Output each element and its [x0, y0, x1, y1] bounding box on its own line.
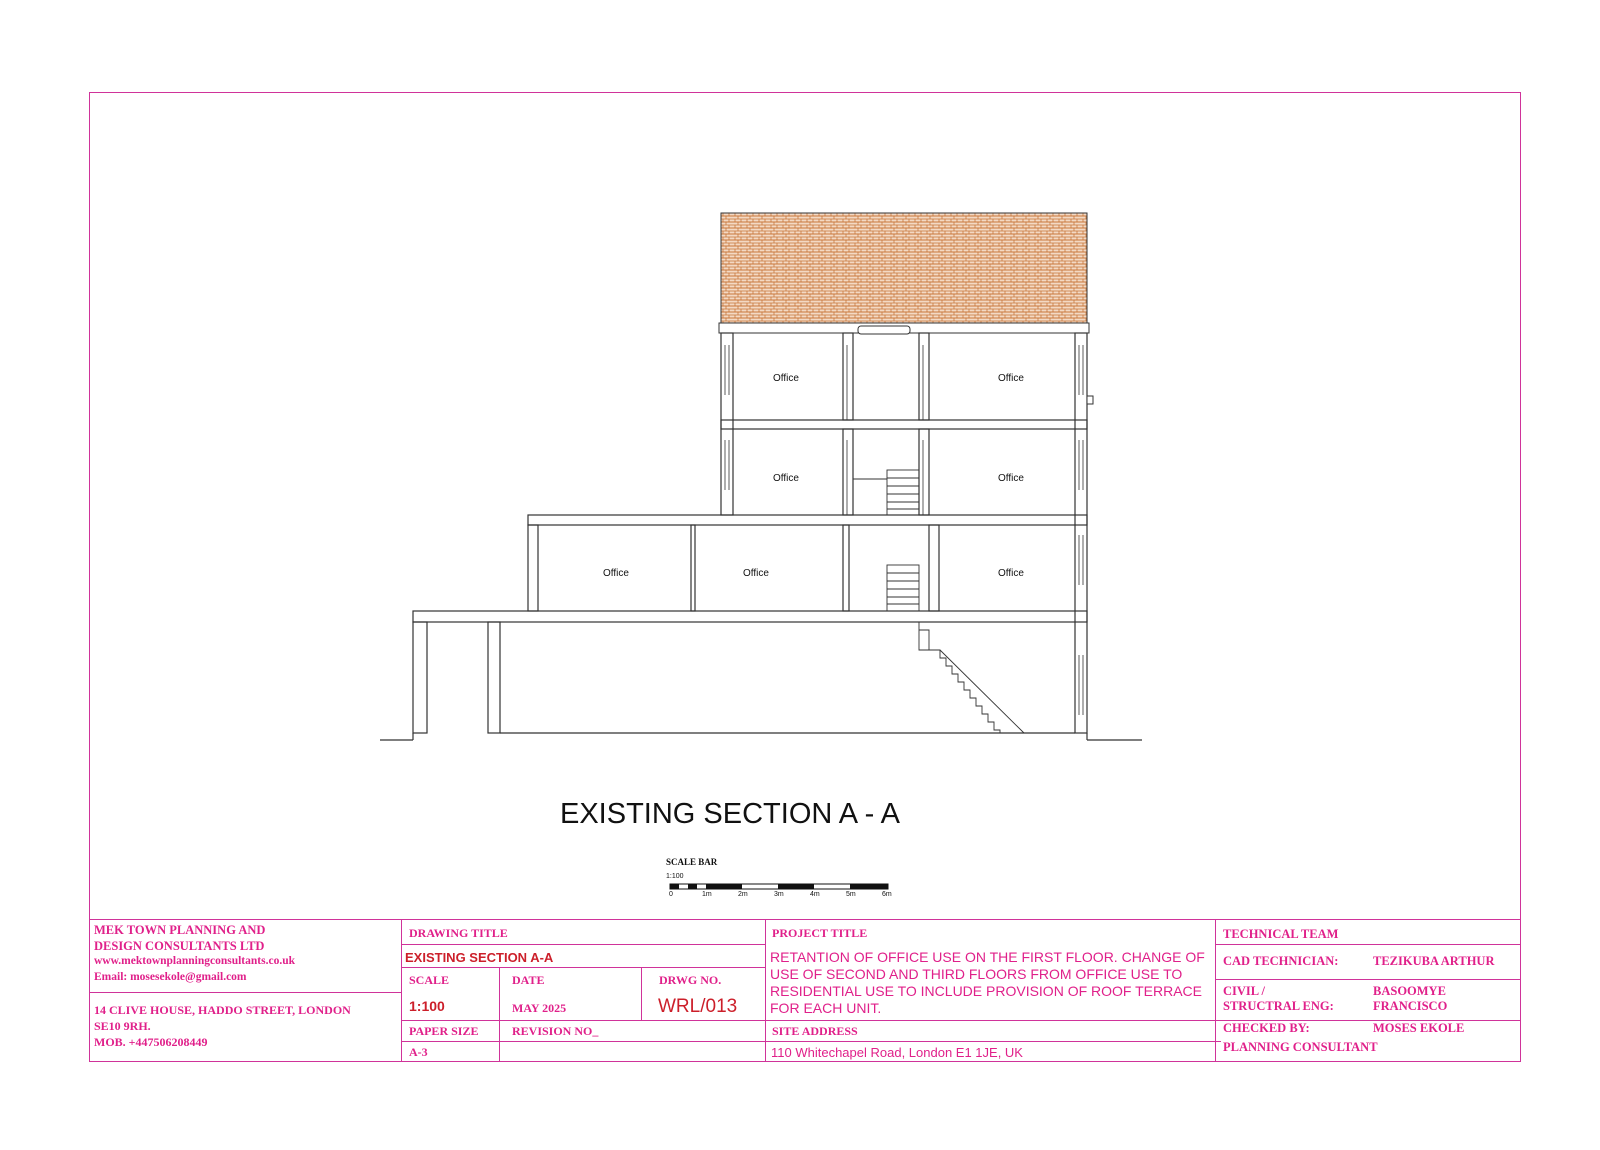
partition — [919, 429, 929, 515]
project-title-label: PROJECT TITLE — [772, 926, 868, 940]
site-address-label: SITE ADDRESS — [772, 1024, 858, 1038]
third-floor-slab — [721, 420, 1087, 429]
stair-middle — [887, 565, 919, 611]
partition — [843, 525, 849, 611]
company-mobile: MOB. +447506208449 — [94, 1035, 208, 1049]
date-label: DATE — [512, 973, 545, 987]
revision-label: REVISION NO_ — [512, 1024, 599, 1038]
company-name-line2: DESIGN CONSULTANTS LTD — [94, 939, 265, 953]
second-floor-slab — [528, 515, 1087, 525]
room-label-office: Office — [998, 473, 1024, 484]
company-name-line1: MEK TOWN PLANNING AND — [94, 923, 266, 937]
drawing-title-value: EXISTING SECTION A-A — [405, 950, 554, 965]
scale-tick: 2m — [738, 891, 748, 898]
civil-eng-label-line1: CIVIL / — [1223, 984, 1266, 998]
wing-wall-left — [528, 525, 538, 611]
scale-bar-ratio: 1:100 — [666, 873, 684, 880]
date-value: MAY 2025 — [512, 1001, 567, 1015]
cad-technician-label: CAD TECHNICIAN: — [1223, 954, 1339, 968]
company-website[interactable]: www.mektownplanningconsultants.co.uk — [94, 955, 295, 967]
wall-bracket — [1087, 396, 1093, 404]
partition — [919, 333, 929, 420]
cad-technician-value: TEZIKUBA ARTHUR — [1373, 954, 1495, 968]
stair-upper — [853, 470, 919, 515]
scale-tick: 5m — [846, 891, 856, 898]
drawing-main-title: EXISTING SECTION A - A — [560, 798, 901, 830]
company-address-line2: SE10 9RH. — [94, 1019, 151, 1033]
checked-by-value: MOSES EKOLE — [1373, 1021, 1465, 1035]
room-label-office: Office — [998, 568, 1024, 579]
drwg-no-label: DRWG NO. — [659, 973, 722, 987]
scale-bar-graphic — [670, 884, 888, 889]
ground-column — [488, 622, 500, 733]
scale-tick: 4m — [810, 891, 820, 898]
tower-wall-left — [721, 333, 733, 515]
stair-ground — [919, 622, 1024, 733]
room-label-office: Office — [773, 373, 799, 384]
ground-wall-left — [413, 622, 427, 733]
partition — [843, 333, 853, 420]
company-email[interactable]: Email: mosesekole@gmail.com — [94, 971, 247, 983]
civil-eng-label-line2: STRUCTRAL ENG: — [1223, 999, 1334, 1013]
first-floor-slab — [413, 611, 1087, 622]
roof-tiles — [721, 213, 1087, 325]
scale-tick: 3m — [774, 891, 784, 898]
planning-consultant-label: PLANNING CONSULTANT — [1223, 1040, 1378, 1054]
scale-label: SCALE — [409, 973, 450, 987]
checked-by-label: CHECKED BY: — [1223, 1021, 1310, 1035]
civil-eng-value-line2: FRANCISCO — [1373, 999, 1448, 1013]
scale-tick: 6m — [882, 891, 892, 898]
drawing-title-label: DRAWING TITLE — [409, 926, 508, 940]
room-label-office: Office — [603, 568, 629, 579]
scale-value: 1:100 — [409, 998, 445, 1014]
tower-wall-right — [1075, 333, 1087, 733]
partition — [691, 525, 695, 611]
company-address-line1: 14 CLIVE HOUSE, HADDO STREET, LONDON — [94, 1003, 351, 1017]
project-title-value: RETANTION OF OFFICE USE ON THE FIRST FLOOR. CHANGE OF USE OF SECOND AND THIRD FLOORS FROM OFFICE USE TO RESIDENTIAL USE TO INCLUDE PROVISION OF ROOF TERRACE FOR EACH UNIT. — [770, 949, 1205, 1016]
paper-size-label: PAPER SIZE — [409, 1024, 479, 1038]
scale-bar-label: SCALE BAR — [666, 857, 718, 867]
room-label-office: Office — [998, 373, 1024, 384]
scale-tick: 1m — [702, 891, 712, 898]
paper-size-value: A-3 — [409, 1045, 428, 1059]
rooflight — [858, 326, 910, 334]
civil-eng-value-line1: BASOOMYE — [1373, 984, 1446, 998]
scale-tick: 0 — [669, 891, 673, 898]
partition — [843, 429, 853, 515]
site-address-value: 110 Whitechapel Road, London E1 1JE, UK — [771, 1045, 1023, 1060]
drwg-no-value: WRL/013 — [658, 996, 738, 1017]
technical-team-label: TECHNICAL TEAM — [1223, 927, 1339, 941]
room-label-office: Office — [743, 568, 769, 579]
partition — [929, 525, 939, 611]
room-label-office: Office — [773, 473, 799, 484]
